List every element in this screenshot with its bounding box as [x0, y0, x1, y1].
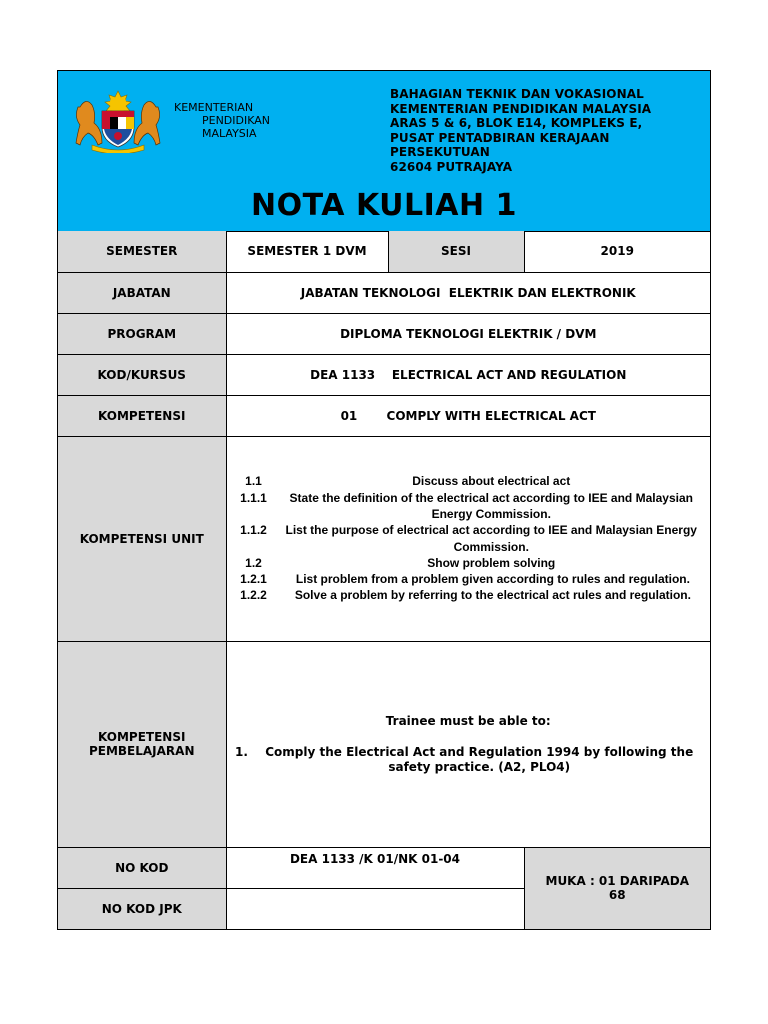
- page-number: [524, 847, 710, 929]
- ministry-line-2: PENDIDIKAN: [202, 114, 271, 127]
- item-text: List the purpose of electrical act according to IEE and Malaysian Energy Commission.: [285, 523, 697, 554]
- kompetensi-label: KOMPETENSI: [58, 395, 226, 436]
- page-number-line-2: 68: [608, 888, 626, 902]
- list-item: [231, 555, 707, 571]
- page-number-line-1: MUKA : 01 DARIPADA: [545, 874, 689, 888]
- kod-kursus-label: KOD/KURSUS: [58, 354, 226, 395]
- item-text: Solve a problem by referring to the electrical act rules and regulation.: [291, 588, 691, 603]
- item-number: 1.2.2: [240, 588, 267, 603]
- header-banner: [58, 71, 710, 232]
- address-line: PUSAT PENTADBIRAN KERAJAAN: [390, 130, 610, 145]
- item-text: Discuss about electrical act: [412, 474, 571, 489]
- lecture-note-sheet: [57, 70, 711, 930]
- program-row: [58, 313, 710, 354]
- label-line-1: KOMPETENSI: [98, 730, 186, 744]
- item-number: 1.1.1: [240, 490, 267, 505]
- list-item: [231, 745, 707, 775]
- list-item: [231, 571, 707, 587]
- kompetensi-pembelajaran-label: [58, 641, 226, 847]
- list-item: [231, 473, 707, 489]
- coat-of-arms-icon: [74, 87, 162, 153]
- course-info-table: [58, 231, 710, 930]
- item-text: List problem from a problem given according to rules and regulation.: [292, 572, 690, 587]
- program-value: DIPLOMA TEKNOLOGI ELEKTRIK / DVM: [226, 313, 710, 354]
- jabatan-value: JABATAN TEKNOLOGI ELEKTRIK DAN ELEKTRONIK: [226, 272, 710, 313]
- item-number: 1.2: [245, 555, 262, 570]
- address-line: 62604 PUTRAJAYA: [390, 159, 513, 174]
- item-number: 1.: [235, 744, 248, 759]
- kompetensi-unit-list: [226, 436, 710, 641]
- office-address: [390, 87, 651, 175]
- kompetensi-row: [58, 395, 710, 436]
- ministry-line-3: MALAYSIA: [202, 127, 257, 140]
- address-line: PERSEKUTUAN: [390, 145, 490, 160]
- semester-row: [58, 231, 710, 272]
- learning-outcomes: [226, 641, 710, 847]
- list-item: [231, 522, 707, 555]
- jabatan-label: JABATAN: [58, 272, 226, 313]
- item-number: 1.1: [245, 474, 262, 489]
- label-line-2: PEMBELAJARAN: [88, 744, 195, 758]
- no-kod-jpk-value: [226, 888, 524, 929]
- item-number: 1.2.1: [240, 572, 267, 587]
- program-label: PROGRAM: [58, 313, 226, 354]
- ministry-name: [174, 101, 270, 140]
- semester-label: SEMESTER: [58, 231, 226, 272]
- item-number: 1.1.2: [240, 523, 267, 538]
- sesi-label: SESI: [388, 231, 524, 272]
- item-text: Show problem solving: [427, 555, 556, 570]
- no-kod-jpk-label: NO KOD JPK: [58, 888, 226, 929]
- jabatan-row: [58, 272, 710, 313]
- outcome-intro: Trainee must be able to:: [385, 713, 551, 728]
- kompetensi-unit-label: KOMPETENSI UNIT: [58, 436, 226, 641]
- kod-kursus-row: [58, 354, 710, 395]
- document-title: NOTA KULIAH 1: [251, 188, 517, 223]
- no-kod-value: DEA 1133 /K 01/NK 01-04: [226, 847, 524, 888]
- item-text: State the definition of the electrical act according to IEE and Malaysian Energy Commission.: [289, 490, 693, 521]
- address-line: ARAS 5 & 6, BLOK E14, KOMPLEKS E,: [390, 116, 643, 131]
- kompetensi-pembelajaran-row: [58, 641, 710, 847]
- address-line: KEMENTERIAN PENDIDIKAN MALAYSIA: [390, 101, 652, 116]
- no-kod-row: [58, 847, 710, 888]
- sesi-value: 2019: [524, 231, 710, 272]
- kompetensi-unit-row: [58, 436, 710, 641]
- address-line: BAHAGIAN TEKNIK DAN VOKASIONAL: [390, 87, 644, 101]
- semester-value: SEMESTER 1 DVM: [226, 231, 388, 272]
- item-text: Comply the Electrical Act and Regulation 1994 by following the safety practice. (A2, PLO4): [265, 744, 694, 774]
- kompetensi-value: 01 COMPLY WITH ELECTRICAL ACT: [226, 395, 710, 436]
- kod-kursus-value: DEA 1133 ELECTRICAL ACT AND REGULATION: [226, 354, 710, 395]
- list-item: [231, 490, 707, 523]
- no-kod-label: NO KOD: [58, 847, 226, 888]
- list-item: [231, 587, 707, 603]
- ministry-line-1: KEMENTERIAN: [174, 101, 254, 114]
